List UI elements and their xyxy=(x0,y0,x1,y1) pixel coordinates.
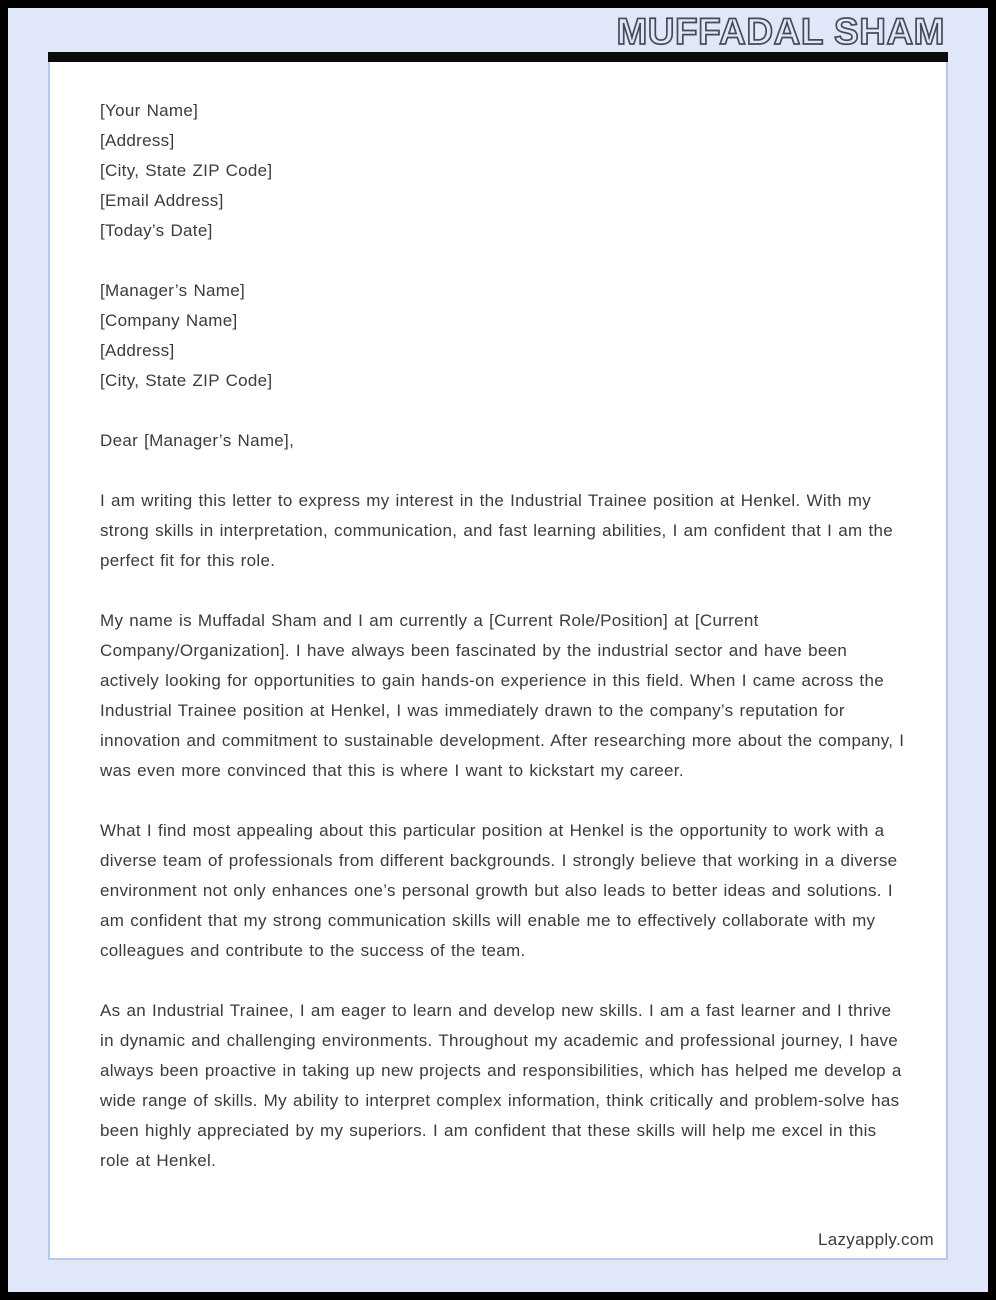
body-paragraph: As an Industrial Trainee, I am eager to learn and develop new skills. I am a fast learner and I thrive in dynamic and challenging environments. Throughout my academic and professional journey, I have always been proactive in taking up new projects and responsibilities, which has helped me develop a wide range of skills. My ability to interpret complex information, think critically and problem-solve has been highly appreciated by my superiors. I am confident that these skills will help me excel in this role at Henkel. xyxy=(100,1001,902,1170)
body-paragraph: I am writing this letter to express my interest in the Industrial Trainee position at Henkel. With my strong skills in interpretation, communication, and fast learning abilities, I am confident that I am the perfect fit for this role. xyxy=(100,491,893,570)
header-divider-bar xyxy=(48,52,948,62)
sender-address-line: [Address] xyxy=(100,131,175,150)
body-paragraph: My name is Muffadal Sham and I am currently a [Current Role/Position] at [Current Company/Organization]. I have always been fascinated by the industrial sector and have been actively looking for opportunities to gain hands-on experience in this field. When I came across the Industrial Trainee position at Henkel, I was immediately drawn to the company’s reputation for innovation and commitment to sustainable development. After researching more about the company, I was even more convinced that this is where I want to kickstart my career. xyxy=(100,611,905,780)
letter-body xyxy=(100,486,905,1176)
sender-address-line: [Your Name] xyxy=(100,101,199,120)
letter-header xyxy=(48,8,948,52)
recipient-address-line: [City, State ZIP Code] xyxy=(100,371,273,390)
body-paragraph: What I find most appealing about this particular position at Henkel is the opportunity to work with a diverse team of professionals from different backgrounds. I strongly believe that working in a diverse environment not only enhances one’s personal growth but also leads to better ideas and solutions. I am confident that my strong communication skills will enable me to effectively collaborate with my colleagues and contribute to the success of the team. xyxy=(100,821,898,960)
letter-content xyxy=(100,96,905,1176)
recipient-address-line: [Company Name] xyxy=(100,311,238,330)
recipient-address-block xyxy=(100,276,905,396)
salutation: Dear [Manager’s Name], xyxy=(100,431,295,450)
brand-watermark: Lazyapply.com xyxy=(817,1230,934,1249)
document-background xyxy=(8,8,988,1292)
sender-address-line: [Today’s Date] xyxy=(100,221,213,240)
sender-address-line: [City, State ZIP Code] xyxy=(100,161,273,180)
letter-page xyxy=(48,62,948,1260)
recipient-address-line: [Address] xyxy=(100,341,175,360)
sender-address-block xyxy=(100,96,905,246)
sender-address-line: [Email Address] xyxy=(100,191,224,210)
recipient-address-line: [Manager’s Name] xyxy=(100,281,246,300)
applicant-name-heading: MUFFADAL SHAM xyxy=(616,11,945,52)
